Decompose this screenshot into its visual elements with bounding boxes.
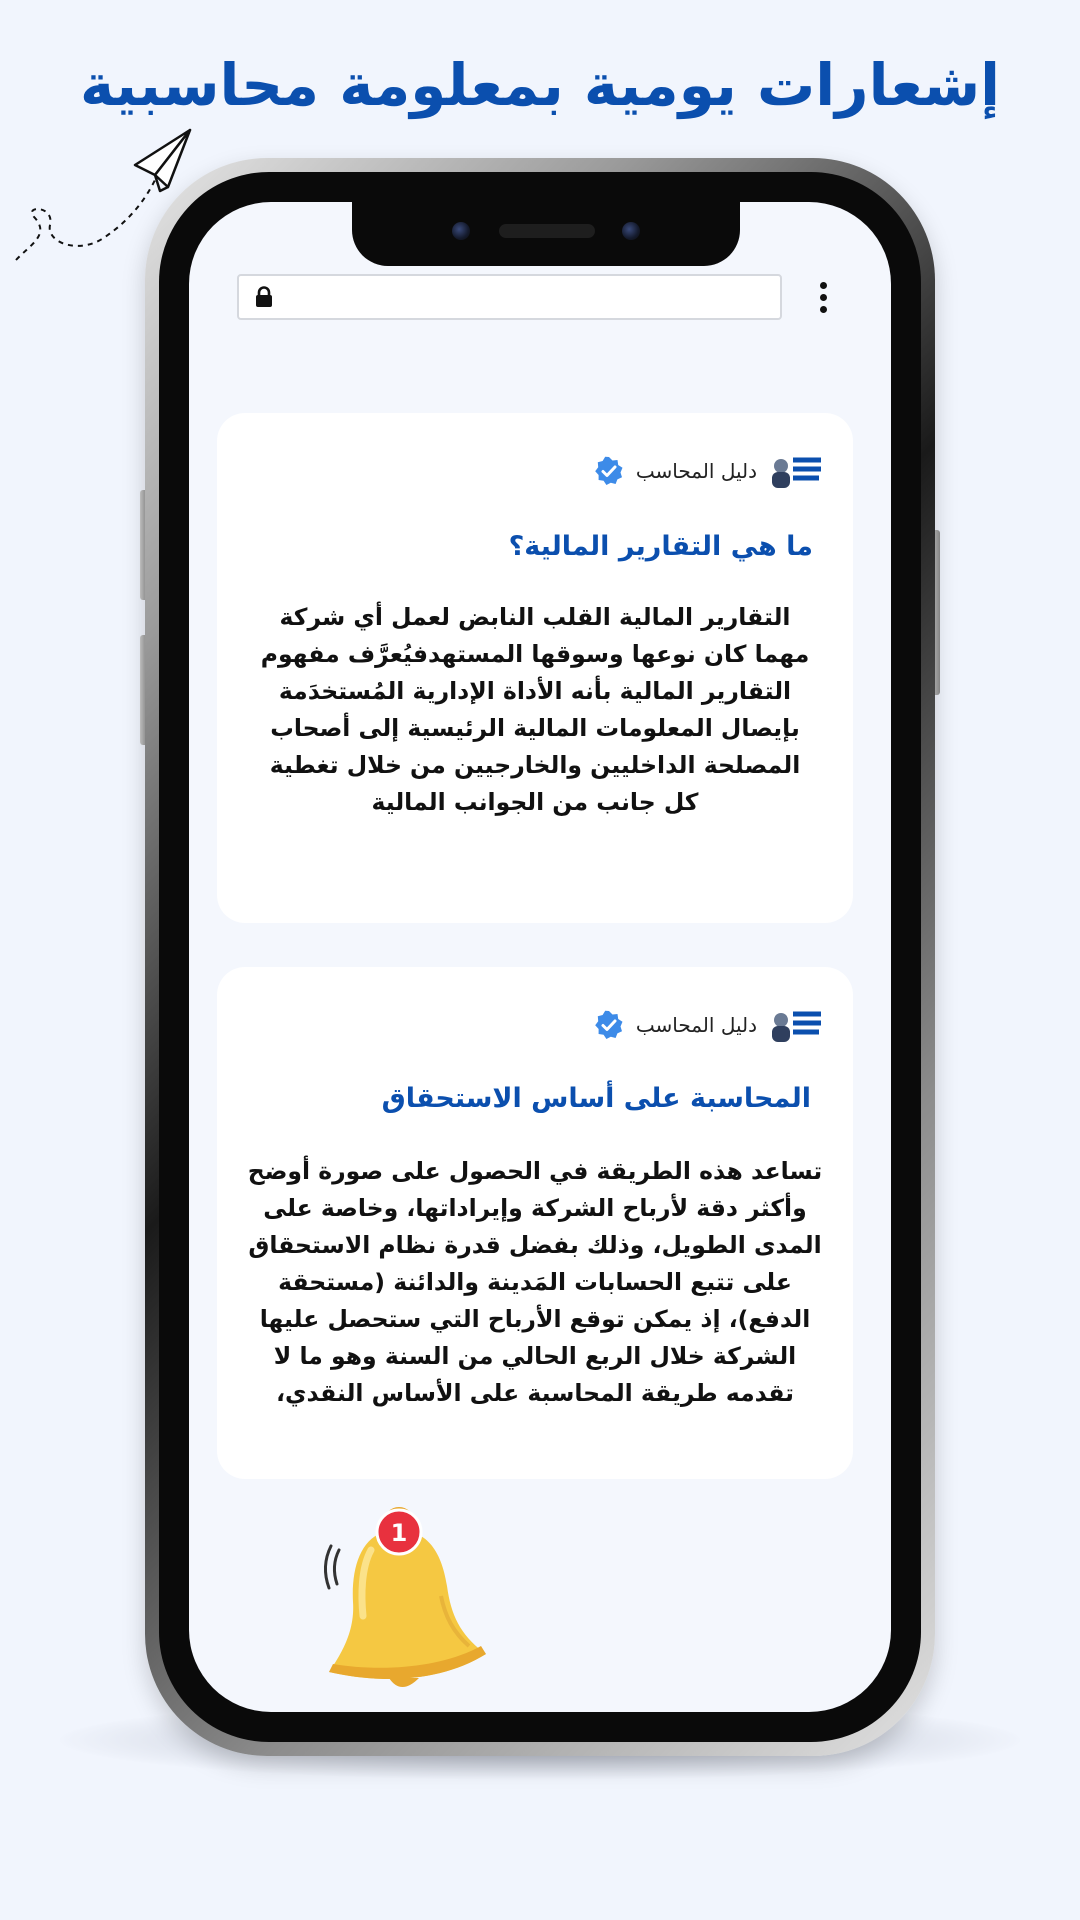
author-name: دليل المحاسب bbox=[635, 1013, 757, 1037]
phone-notch bbox=[352, 202, 740, 266]
notification-count: 1 bbox=[390, 1519, 408, 1547]
browser-address-bar[interactable] bbox=[237, 274, 782, 320]
author-name: دليل المحاسب bbox=[635, 459, 757, 483]
page-headline: إشعارات يومية بمعلومة محاسبية bbox=[79, 51, 1001, 119]
card-body: تساعد هذه الطريقة في الحصول على صورة أوضح وأكثر دقة لأرباح الشركة وإيراداتها، وخاصة على المدى الطويل، وذلك بفضل قدرة نظام الاستحقاق على تتبع الحسابات المَدينة والدائنة (مستحقة الدفع)، إذ يمكن توقع الأرباح التي ستحصل عليها الشركة خلال الربع الحالي من السنة وهو ما لا تقدمه طريقة المحاسبة على الأساس النقدي، bbox=[247, 1157, 823, 1407]
verified-badge-icon bbox=[594, 1010, 624, 1040]
phone-speaker bbox=[499, 224, 595, 238]
more-vertical-icon[interactable] bbox=[811, 280, 835, 316]
phone-screen bbox=[189, 202, 891, 1712]
brand-logo bbox=[769, 454, 823, 488]
notification-card bbox=[217, 967, 853, 1479]
sensor-icon bbox=[622, 222, 640, 240]
phone-bezel bbox=[159, 172, 921, 1742]
lock-icon bbox=[255, 286, 273, 308]
brand-logo bbox=[769, 1008, 823, 1042]
card-body: التقارير المالية القلب النابض لعمل أي شركة مهما كان نوعها وسوقها المستهدفيُعرَّف مفهوم التقارير المالية بأنه الأداة الإدارية المُستخدَمة بإيصال المعلومات المالية الرئيسية إلى أصحاب المصلحة الداخليين والخارجيين من خلال تغطية كل جانب من الجوانب المالية bbox=[260, 603, 810, 816]
card-header bbox=[594, 1007, 823, 1043]
card-header bbox=[594, 453, 823, 489]
phone-frame bbox=[145, 158, 935, 1756]
notification-card bbox=[217, 413, 853, 923]
front-camera-icon bbox=[452, 222, 470, 240]
notification-bell-icon bbox=[301, 1506, 491, 1696]
card-title: المحاسبة على أساس الاستحقاق bbox=[381, 1083, 811, 1114]
verified-badge-icon bbox=[594, 456, 624, 486]
card-title: ما هي التقارير المالية؟ bbox=[508, 531, 813, 562]
